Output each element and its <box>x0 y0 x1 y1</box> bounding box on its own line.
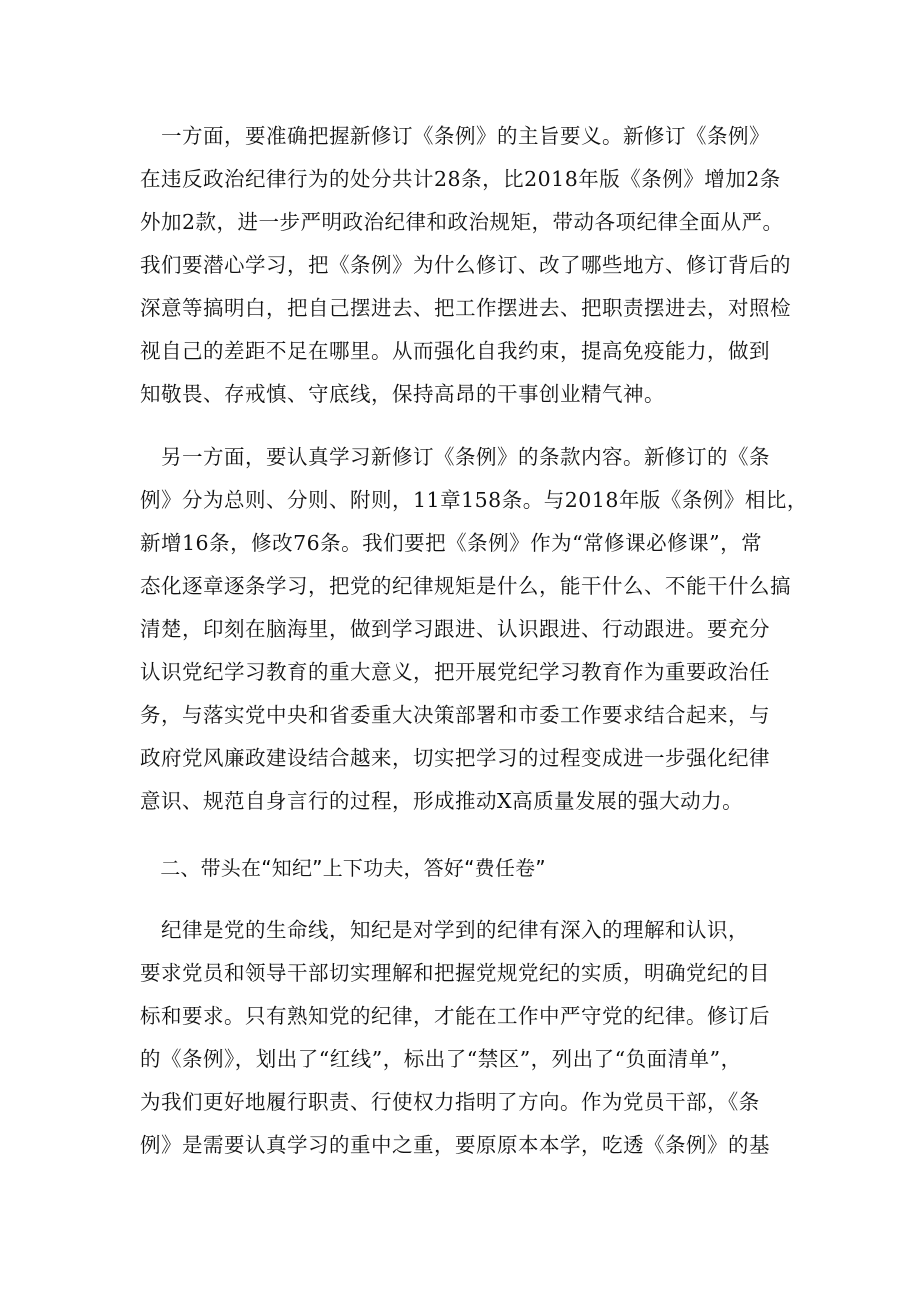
paragraph-3-line-3: 标和要求。只有熟知党的纪律，才能在工作中严守党的纪律。修订后 <box>140 1004 770 1028</box>
paragraph-2-line-8: 政府党风廉政建设结合越来，切实把学习的过程变成进一步强化纪律 <box>140 746 770 770</box>
paragraph-2-line-3: 新增16条，修改76条。我们要把《条例》作为“常修课必修课”，常 <box>140 531 763 555</box>
paragraph-1-line-5: 深意等搞明白，把自己摆进去、把工作摆进去、把职责摆进去，对照检 <box>140 296 791 320</box>
paragraph-3-line-2: 要求党员和领导干部切实理解和把握党规党纪的实质，明确党纪的目 <box>140 961 770 985</box>
paragraph-1-line-7: 知敬畏、存戒慎、守底线，保持高昂的干事创业精气神。 <box>140 382 665 406</box>
paragraph-3-line-5: 为我们更好地履行职责、行使权力指明了方向。作为党员干部，《条 <box>140 1090 760 1114</box>
paragraph-1-line-4: 我们要潜心学习，把《条例》为什么修订、改了哪些地方、修订背后的 <box>140 253 791 277</box>
paragraph-2-line-2: 例》分为总则、分则、附则，11章158条。与2018年版《条例》相比， <box>140 488 808 512</box>
paragraph-2-line-4: 态化逐章逐条学习，把党的纪律规矩是什么，能干什么、不能干什么搞 <box>140 574 791 598</box>
paragraph-2-line-5: 清楚，印刻在脑海里，做到学习跟进、认识跟进、行动跟进。要充分 <box>140 617 770 641</box>
paragraph-1-line-2: 在违反政治纪律行为的处分共计28条，比2018年版《条例》增加2条 <box>140 167 781 191</box>
paragraph-3-line-4: 的《条例》，划出了“红线”，标出了“禁区”，列出了“负面清单”， <box>140 1047 742 1071</box>
paragraph-2-line-6: 认识党纪学习教育的重大意义，把开展党纪学习教育作为重要政治任 <box>140 660 770 684</box>
paragraph-1-line-6: 视自己的差距不足在哪里。从而强化自我约束，提高免疫能力，做到 <box>140 339 770 363</box>
paragraph-2-line-9: 意识、规范自身言行的过程，形成推动X高质量发展的强大动力。 <box>140 789 744 813</box>
paragraph-3-line-6: 例》是需要认真学习的重中之重，要原原本本学，吃透《条例》的基 <box>140 1133 770 1157</box>
paragraph-1-line-1: 一方面，要准确把握新修订《条例》的主旨要义。新修订《条例》 <box>140 124 770 148</box>
paragraph-3-line-1: 纪律是党的生命线，知纪是对学到的纪律有深入的理解和认识， <box>140 918 749 942</box>
paragraph-2-line-1: 另一方面，要认真学习新修订《条例》的条款内容。新修订的《条 <box>140 445 770 469</box>
paragraph-1-line-3: 外加2款，进一步严明政治纪律和政治规矩，带动各项纪律全面从严。 <box>140 210 784 234</box>
section-heading-2: 二、带头在“知纪”上下功夫，答好“费任卷” <box>140 856 546 880</box>
paragraph-2-line-7: 务，与落实党中央和省委重大决策部署和市委工作要求结合起来，与 <box>140 703 770 727</box>
